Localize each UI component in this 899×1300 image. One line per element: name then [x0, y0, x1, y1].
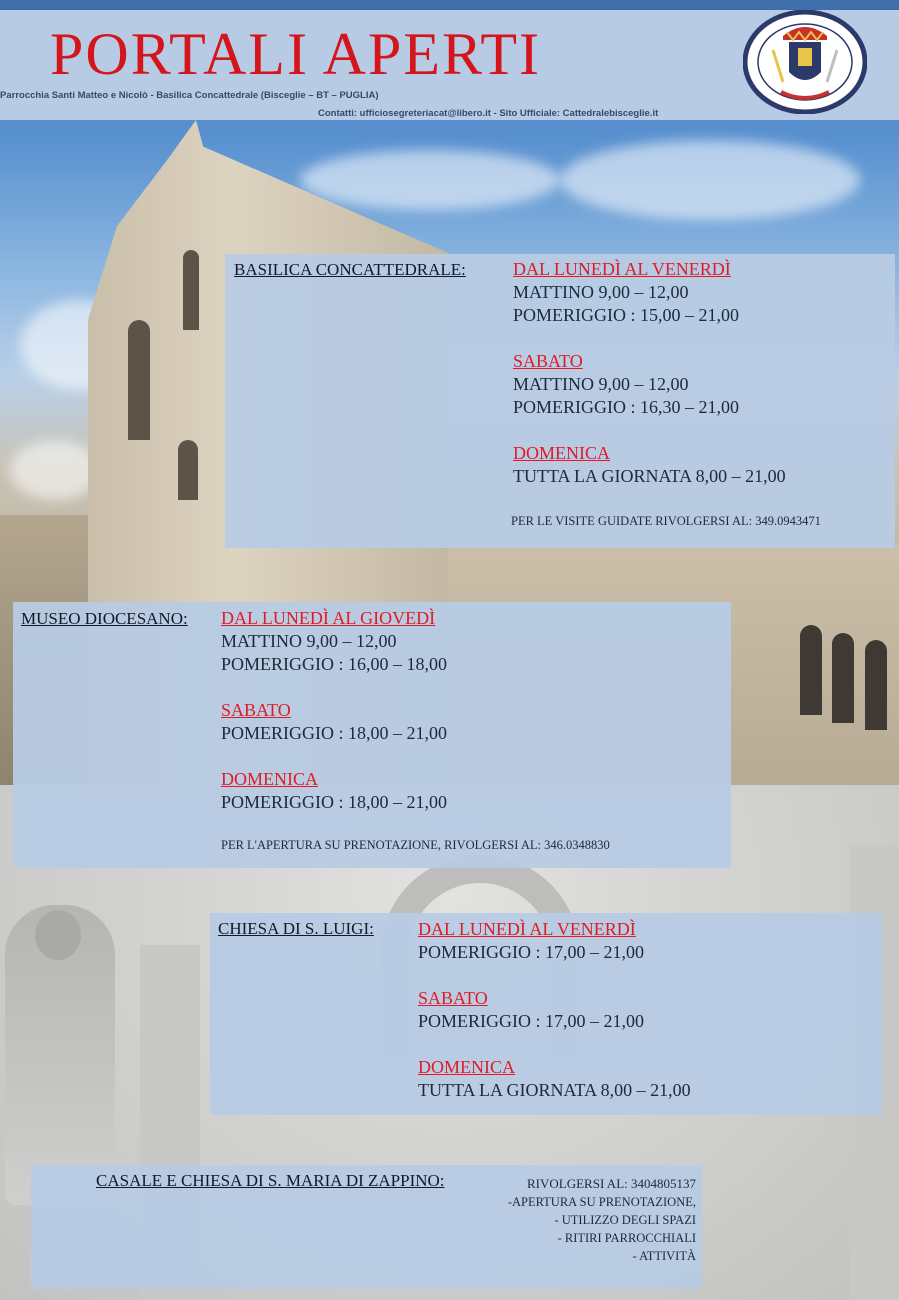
casale-label: CASALE E CHIESA DI S. MARIA DI ZAPPINO:	[96, 1171, 445, 1190]
top-strip	[0, 0, 899, 10]
casale-contact: RIVOLGERSI AL: 3404805137	[527, 1176, 696, 1191]
luigi-weekdays-afternoon: POMERIGGIO : 17,00 – 21,00	[418, 942, 645, 962]
luigi-sunday-hours: TUTTA LA GIORNATA 8,00 – 21,00	[418, 1080, 691, 1100]
luigi-saturday-label: SABATO	[418, 988, 488, 1008]
contacts-line: Contatti: ufficiosegreteriacat@libero.it - Sito Ufficiale: Cattedralebisceglie.it	[318, 108, 659, 119]
basilica-sunday-hours: TUTTA LA GIORNATA 8,00 – 21,00	[513, 466, 786, 486]
basilica-sunday-label: DOMENICA	[513, 443, 610, 463]
luigi-weekdays-label: DAL LUNEDÌ AL VENERDÌ	[418, 919, 636, 939]
museo-weekdays-morning: MATTINO 9,00 – 12,00	[221, 631, 397, 651]
casale-item: - RITIRI PARROCCHIALI	[557, 1231, 696, 1245]
parish-subtitle: Parrocchia Santi Matteo e Nicolò - Basilica Concattedrale (Bisceglie – BT – PUGLIA)	[0, 90, 379, 101]
luigi-sunday-label: DOMENICA	[418, 1057, 515, 1077]
museo-booking-note: PER L'APERTURA SU PRENOTAZIONE, RIVOLGERSI AL: 346.0348830	[221, 838, 610, 852]
basilica-saturday-afternoon: POMERIGGIO : 16,30 – 21,00	[513, 397, 740, 417]
museo-sunday-afternoon: POMERIGGIO : 18,00 – 21,00	[221, 792, 448, 812]
casale-item: - UTILIZZO DEGLI SPAZI	[554, 1213, 696, 1227]
museo-sunday-label: DOMENICA	[221, 769, 318, 789]
museo-label: MUSEO DIOCESANO:	[21, 609, 188, 628]
museo-saturday-label: SABATO	[221, 700, 291, 720]
museo-panel	[13, 602, 731, 868]
museo-saturday-afternoon: POMERIGGIO : 18,00 – 21,00	[221, 723, 448, 743]
basilica-saturday-label: SABATO	[513, 351, 583, 371]
basilica-weekdays-morning: MATTINO 9,00 – 12,00	[513, 282, 689, 302]
museo-weekdays-label: DAL LUNEDÌ AL GIOVEDÌ	[221, 608, 436, 628]
museo-weekdays-afternoon: POMERIGGIO : 16,00 – 18,00	[221, 654, 448, 674]
casale-panel	[31, 1165, 702, 1289]
casale-details	[508, 1175, 696, 1265]
basilica-label: BASILICA CONCATTEDRALE:	[234, 260, 466, 279]
luigi-label: CHIESA DI S. LUIGI:	[218, 919, 374, 938]
coat-of-arms-icon	[743, 10, 867, 114]
casale-item: -APERTURA SU PRENOTAZIONE,	[507, 1195, 696, 1209]
basilica-panel	[225, 254, 895, 548]
luigi-saturday-afternoon: POMERIGGIO : 17,00 – 21,00	[418, 1011, 645, 1031]
page-title: PORTALI APERTI	[50, 21, 542, 87]
luigi-panel	[210, 913, 882, 1115]
basilica-weekdays-afternoon: POMERIGGIO : 15,00 – 21,00	[513, 305, 740, 325]
basilica-saturday-morning: MATTINO 9,00 – 12,00	[513, 374, 689, 394]
basilica-weekdays-label: DAL LUNEDÌ AL VENERDÌ	[513, 259, 731, 279]
basilica-guided-tours-note: PER LE VISITE GUIDATE RIVOLGERSI AL: 349.0943471	[511, 514, 821, 528]
casale-item: - ATTIVITÀ	[632, 1249, 696, 1263]
